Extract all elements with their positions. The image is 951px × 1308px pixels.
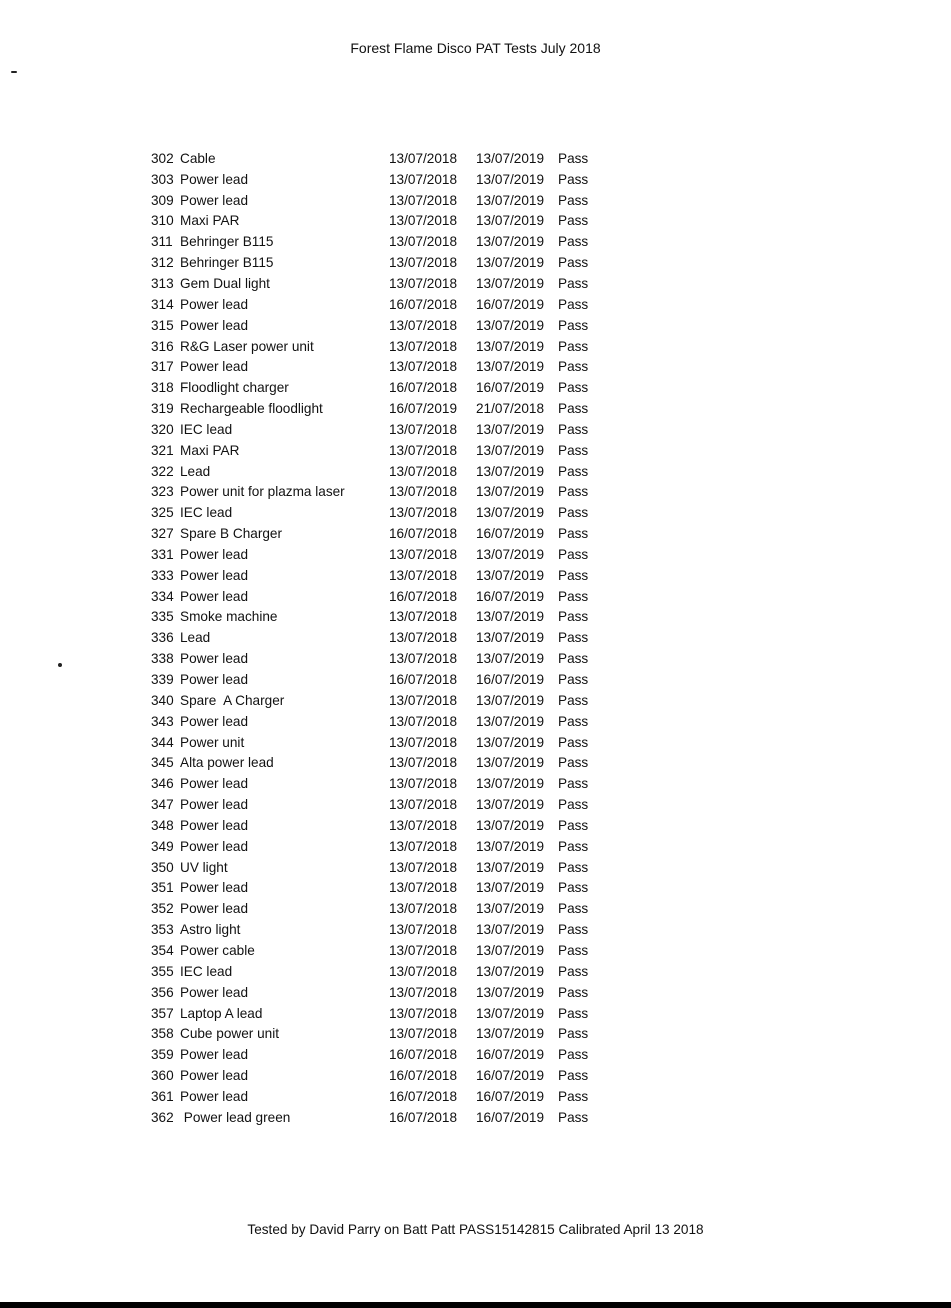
test-result: Pass xyxy=(558,484,589,500)
item-description: Power lead xyxy=(180,713,249,729)
item-number: 336 xyxy=(151,630,174,646)
table-row xyxy=(151,252,611,273)
retest-date: 13/07/2019 xyxy=(476,817,545,833)
item-description: Spare B Charger xyxy=(180,526,283,542)
table-row xyxy=(151,190,611,211)
item-number: 340 xyxy=(151,692,174,708)
item-description: Power lead xyxy=(180,880,249,896)
retest-date: 13/07/2019 xyxy=(476,609,545,625)
retest-date: 13/07/2019 xyxy=(476,463,545,479)
retest-date: 13/07/2019 xyxy=(476,734,545,750)
item-description: Power lead xyxy=(180,817,249,833)
table-row xyxy=(151,690,611,711)
item-description: R&G Laser power unit xyxy=(180,338,314,354)
item-number: 360 xyxy=(151,1068,174,1084)
retest-date: 16/07/2019 xyxy=(476,1068,545,1084)
item-description: Power lead xyxy=(180,1047,249,1063)
test-date: 13/07/2018 xyxy=(389,630,458,646)
test-result: Pass xyxy=(558,817,589,833)
item-description: Maxi PAR xyxy=(180,213,240,229)
item-number: 352 xyxy=(151,901,174,917)
test-result: Pass xyxy=(558,317,589,333)
table-row xyxy=(151,940,611,961)
test-date: 13/07/2018 xyxy=(389,942,458,958)
table-row xyxy=(151,857,611,878)
retest-date: 13/07/2019 xyxy=(476,776,545,792)
test-date: 13/07/2018 xyxy=(389,213,458,229)
retest-date: 16/07/2019 xyxy=(476,1109,545,1125)
retest-date: 16/07/2019 xyxy=(476,672,545,688)
test-date: 16/07/2018 xyxy=(389,672,458,688)
test-result: Pass xyxy=(558,526,589,542)
item-description: Alta power lead xyxy=(180,755,274,771)
test-result: Pass xyxy=(558,922,589,938)
test-result: Pass xyxy=(558,505,589,521)
test-date: 13/07/2018 xyxy=(389,275,458,291)
retest-date: 16/07/2019 xyxy=(476,1047,545,1063)
item-number: 355 xyxy=(151,963,174,979)
test-date: 16/07/2018 xyxy=(389,1088,458,1104)
test-date: 13/07/2018 xyxy=(389,567,458,583)
item-number: 319 xyxy=(151,401,174,417)
table-row xyxy=(151,836,611,857)
test-result: Pass xyxy=(558,296,589,312)
item-description: Power lead xyxy=(180,359,249,375)
test-date: 13/07/2018 xyxy=(389,859,458,875)
item-description: Power lead xyxy=(180,296,249,312)
test-result: Pass xyxy=(558,776,589,792)
test-result: Pass xyxy=(558,1026,589,1042)
retest-date: 13/07/2019 xyxy=(476,421,545,437)
table-row xyxy=(151,419,611,440)
table-row xyxy=(151,482,611,503)
item-number: 359 xyxy=(151,1047,174,1063)
item-number: 357 xyxy=(151,1005,174,1021)
test-result: Pass xyxy=(558,942,589,958)
item-description: Power lead xyxy=(180,317,249,333)
table-row xyxy=(151,148,611,169)
item-description: Gem Dual light xyxy=(180,275,270,291)
test-date: 16/07/2018 xyxy=(389,1047,458,1063)
test-date: 16/07/2019 xyxy=(389,401,458,417)
test-result: Pass xyxy=(558,588,589,604)
item-number: 334 xyxy=(151,588,174,604)
item-description: Power lead xyxy=(180,838,249,854)
retest-date: 13/07/2019 xyxy=(476,338,545,354)
item-number: 302 xyxy=(151,150,174,166)
table-row xyxy=(151,815,611,836)
scan-speck xyxy=(58,663,62,667)
item-number: 354 xyxy=(151,942,174,958)
test-date: 13/07/2018 xyxy=(389,484,458,500)
item-description: Power lead xyxy=(180,901,249,917)
test-date: 13/07/2018 xyxy=(389,442,458,458)
table-row xyxy=(151,898,611,919)
retest-date: 13/07/2019 xyxy=(476,275,545,291)
test-result: Pass xyxy=(558,901,589,917)
item-number: 327 xyxy=(151,526,174,542)
test-result: Pass xyxy=(558,1109,589,1125)
test-result: Pass xyxy=(558,797,589,813)
item-description: Power lead xyxy=(180,546,249,562)
retest-date: 21/07/2018 xyxy=(476,401,545,417)
item-description: Power lead xyxy=(180,776,249,792)
item-number: 323 xyxy=(151,484,174,500)
item-number: 320 xyxy=(151,421,174,437)
item-number: 331 xyxy=(151,546,174,562)
test-result: Pass xyxy=(558,734,589,750)
item-description: Behringer B115 xyxy=(180,234,274,250)
test-date: 13/07/2018 xyxy=(389,317,458,333)
table-row xyxy=(151,586,611,607)
item-description: IEC lead xyxy=(180,421,233,437)
test-result: Pass xyxy=(558,442,589,458)
retest-date: 13/07/2019 xyxy=(476,505,545,521)
test-result: Pass xyxy=(558,963,589,979)
test-result: Pass xyxy=(558,463,589,479)
table-row xyxy=(151,377,611,398)
test-date: 13/07/2018 xyxy=(389,755,458,771)
test-result: Pass xyxy=(558,609,589,625)
item-description: Power lead xyxy=(180,171,249,187)
test-date: 16/07/2018 xyxy=(389,588,458,604)
item-description: Floodlight charger xyxy=(180,380,289,396)
item-number: 325 xyxy=(151,505,174,521)
test-result: Pass xyxy=(558,567,589,583)
item-description: Power lead xyxy=(180,588,249,604)
item-description: IEC lead xyxy=(180,505,233,521)
table-row xyxy=(151,607,611,628)
test-date: 16/07/2018 xyxy=(389,380,458,396)
table-row xyxy=(151,669,611,690)
retest-date: 13/07/2019 xyxy=(476,755,545,771)
retest-date: 13/07/2019 xyxy=(476,713,545,729)
retest-date: 16/07/2019 xyxy=(476,380,545,396)
pat-test-table xyxy=(151,148,611,1128)
table-row xyxy=(151,982,611,1003)
item-number: 338 xyxy=(151,651,174,667)
retest-date: 13/07/2019 xyxy=(476,859,545,875)
retest-date: 13/07/2019 xyxy=(476,150,545,166)
table-row xyxy=(151,794,611,815)
test-date: 13/07/2018 xyxy=(389,192,458,208)
test-result: Pass xyxy=(558,755,589,771)
test-result: Pass xyxy=(558,359,589,375)
test-date: 13/07/2018 xyxy=(389,505,458,521)
test-date: 13/07/2018 xyxy=(389,255,458,271)
retest-date: 13/07/2019 xyxy=(476,963,545,979)
test-result: Pass xyxy=(558,880,589,896)
test-date: 13/07/2018 xyxy=(389,338,458,354)
test-result: Pass xyxy=(558,672,589,688)
table-row xyxy=(151,1023,611,1044)
item-description: Lead xyxy=(180,630,211,646)
item-description: Power lead xyxy=(180,192,249,208)
test-date: 13/07/2018 xyxy=(389,692,458,708)
test-result: Pass xyxy=(558,421,589,437)
item-description: Laptop A lead xyxy=(180,1005,263,1021)
item-number: 322 xyxy=(151,463,174,479)
test-date: 13/07/2018 xyxy=(389,1005,458,1021)
item-description: Power unit for plazma laser xyxy=(180,484,345,500)
retest-date: 13/07/2019 xyxy=(476,567,545,583)
table-row xyxy=(151,711,611,732)
item-number: 347 xyxy=(151,797,174,813)
test-date: 13/07/2018 xyxy=(389,713,458,729)
test-result: Pass xyxy=(558,1088,589,1104)
item-description: UV light xyxy=(180,859,228,875)
retest-date: 13/07/2019 xyxy=(476,1005,545,1021)
retest-date: 13/07/2019 xyxy=(476,692,545,708)
item-number: 345 xyxy=(151,755,174,771)
item-number: 310 xyxy=(151,213,174,229)
item-number: 321 xyxy=(151,442,174,458)
test-date: 13/07/2018 xyxy=(389,463,458,479)
test-result: Pass xyxy=(558,380,589,396)
item-number: 348 xyxy=(151,817,174,833)
table-row xyxy=(151,523,611,544)
test-result: Pass xyxy=(558,838,589,854)
retest-date: 13/07/2019 xyxy=(476,797,545,813)
test-result: Pass xyxy=(558,255,589,271)
test-result: Pass xyxy=(558,234,589,250)
item-number: 303 xyxy=(151,171,174,187)
item-number: 311 xyxy=(151,234,173,250)
scan-speck xyxy=(11,71,17,73)
item-number: 316 xyxy=(151,338,174,354)
test-result: Pass xyxy=(558,338,589,354)
test-date: 13/07/2018 xyxy=(389,421,458,437)
item-number: 349 xyxy=(151,838,174,854)
table-row xyxy=(151,961,611,982)
item-description: Spare A Charger xyxy=(180,692,285,708)
table-row xyxy=(151,398,611,419)
test-result: Pass xyxy=(558,1047,589,1063)
retest-date: 16/07/2019 xyxy=(476,526,545,542)
test-date: 13/07/2018 xyxy=(389,359,458,375)
test-date: 13/07/2018 xyxy=(389,984,458,1000)
item-number: 344 xyxy=(151,734,174,750)
item-description: IEC lead xyxy=(180,963,233,979)
retest-date: 13/07/2019 xyxy=(476,317,545,333)
test-date: 13/07/2018 xyxy=(389,901,458,917)
test-date: 16/07/2018 xyxy=(389,296,458,312)
retest-date: 13/07/2019 xyxy=(476,630,545,646)
item-number: 333 xyxy=(151,567,174,583)
table-row xyxy=(151,211,611,232)
table-row xyxy=(151,1086,611,1107)
test-result: Pass xyxy=(558,984,589,1000)
item-number: 353 xyxy=(151,922,174,938)
test-result: Pass xyxy=(558,713,589,729)
test-result: Pass xyxy=(558,275,589,291)
retest-date: 13/07/2019 xyxy=(476,171,545,187)
test-result: Pass xyxy=(558,630,589,646)
test-date: 13/07/2018 xyxy=(389,171,458,187)
tester-footer: Tested by David Parry on Batt Patt PASS15142815 Calibrated April 13 2018 xyxy=(247,1222,704,1237)
item-number: 358 xyxy=(151,1026,174,1042)
table-row xyxy=(151,627,611,648)
retest-date: 13/07/2019 xyxy=(476,546,545,562)
table-row xyxy=(151,315,611,336)
test-date: 16/07/2018 xyxy=(389,1109,458,1125)
retest-date: 13/07/2019 xyxy=(476,838,545,854)
retest-date: 13/07/2019 xyxy=(476,984,545,1000)
table-row xyxy=(151,752,611,773)
test-date: 13/07/2018 xyxy=(389,922,458,938)
retest-date: 13/07/2019 xyxy=(476,234,545,250)
item-number: 343 xyxy=(151,713,174,729)
item-description: Cube power unit xyxy=(180,1026,279,1042)
item-description: Cable xyxy=(180,150,216,166)
item-description: Power lead xyxy=(180,651,249,667)
test-result: Pass xyxy=(558,859,589,875)
retest-date: 16/07/2019 xyxy=(476,588,545,604)
scan-bottom-edge xyxy=(0,1302,951,1308)
item-number: 351 xyxy=(151,880,174,896)
retest-date: 13/07/2019 xyxy=(476,922,545,938)
test-result: Pass xyxy=(558,213,589,229)
retest-date: 13/07/2019 xyxy=(476,651,545,667)
retest-date: 13/07/2019 xyxy=(476,484,545,500)
item-number: 315 xyxy=(151,317,174,333)
test-date: 13/07/2018 xyxy=(389,546,458,562)
page-title: Forest Flame Disco PAT Tests July 2018 xyxy=(350,40,601,56)
test-date: 13/07/2018 xyxy=(389,234,458,250)
table-row xyxy=(151,1044,611,1065)
test-result: Pass xyxy=(558,401,589,417)
test-result: Pass xyxy=(558,546,589,562)
item-number: 361 xyxy=(151,1088,174,1104)
item-description: Power lead green xyxy=(180,1109,291,1125)
item-description: Power lead xyxy=(180,1068,249,1084)
table-row xyxy=(151,1003,611,1024)
table-row xyxy=(151,773,611,794)
test-result: Pass xyxy=(558,692,589,708)
item-description: Power lead xyxy=(180,672,249,688)
item-description: Astro light xyxy=(180,922,241,938)
table-row xyxy=(151,502,611,523)
item-number: 335 xyxy=(151,609,174,625)
test-date: 13/07/2018 xyxy=(389,734,458,750)
retest-date: 13/07/2019 xyxy=(476,442,545,458)
item-number: 313 xyxy=(151,275,174,291)
table-row xyxy=(151,648,611,669)
test-date: 13/07/2018 xyxy=(389,838,458,854)
item-number: 356 xyxy=(151,984,174,1000)
retest-date: 13/07/2019 xyxy=(476,1026,545,1042)
test-date: 13/07/2018 xyxy=(389,776,458,792)
item-number: 317 xyxy=(151,359,174,375)
table-row xyxy=(151,169,611,190)
retest-date: 13/07/2019 xyxy=(476,192,545,208)
table-row xyxy=(151,1065,611,1086)
item-description: Rechargeable floodlight xyxy=(180,401,323,417)
table-row xyxy=(151,356,611,377)
table-row xyxy=(151,273,611,294)
item-description: Smoke machine xyxy=(180,609,278,625)
item-description: Power lead xyxy=(180,984,249,1000)
item-number: 318 xyxy=(151,380,174,396)
item-description: Power lead xyxy=(180,1088,249,1104)
item-number: 312 xyxy=(151,255,174,271)
test-date: 13/07/2018 xyxy=(389,797,458,813)
retest-date: 13/07/2019 xyxy=(476,213,545,229)
item-description: Power lead xyxy=(180,797,249,813)
table-row xyxy=(151,231,611,252)
item-number: 314 xyxy=(151,296,174,312)
test-result: Pass xyxy=(558,1068,589,1084)
retest-date: 13/07/2019 xyxy=(476,359,545,375)
table-row xyxy=(151,461,611,482)
table-row xyxy=(151,440,611,461)
table-row xyxy=(151,1107,611,1128)
item-number: 309 xyxy=(151,192,174,208)
test-date: 13/07/2018 xyxy=(389,880,458,896)
test-date: 13/07/2018 xyxy=(389,1026,458,1042)
item-number: 362 xyxy=(151,1109,174,1125)
retest-date: 13/07/2019 xyxy=(476,255,545,271)
retest-date: 13/07/2019 xyxy=(476,880,545,896)
item-number: 339 xyxy=(151,672,174,688)
item-number: 346 xyxy=(151,776,174,792)
test-date: 13/07/2018 xyxy=(389,651,458,667)
table-row xyxy=(151,565,611,586)
test-result: Pass xyxy=(558,651,589,667)
table-row xyxy=(151,878,611,899)
item-description: Maxi PAR xyxy=(180,442,240,458)
retest-date: 13/07/2019 xyxy=(476,901,545,917)
retest-date: 16/07/2019 xyxy=(476,296,545,312)
retest-date: 16/07/2019 xyxy=(476,1088,545,1104)
retest-date: 13/07/2019 xyxy=(476,942,545,958)
test-date: 13/07/2018 xyxy=(389,963,458,979)
test-date: 16/07/2018 xyxy=(389,526,458,542)
table-row xyxy=(151,336,611,357)
item-description: Power cable xyxy=(180,942,255,958)
item-description: Power lead xyxy=(180,567,249,583)
item-description: Behringer B115 xyxy=(180,255,274,271)
test-date: 13/07/2018 xyxy=(389,817,458,833)
test-date: 13/07/2018 xyxy=(389,150,458,166)
item-number: 350 xyxy=(151,859,174,875)
item-description: Lead xyxy=(180,463,211,479)
item-description: Power unit xyxy=(180,734,245,750)
table-row xyxy=(151,732,611,753)
table-row xyxy=(151,294,611,315)
test-date: 16/07/2018 xyxy=(389,1068,458,1084)
test-date: 13/07/2018 xyxy=(389,609,458,625)
table-row xyxy=(151,919,611,940)
test-result: Pass xyxy=(558,150,589,166)
test-result: Pass xyxy=(558,1005,589,1021)
table-row xyxy=(151,544,611,565)
test-result: Pass xyxy=(558,171,589,187)
test-result: Pass xyxy=(558,192,589,208)
